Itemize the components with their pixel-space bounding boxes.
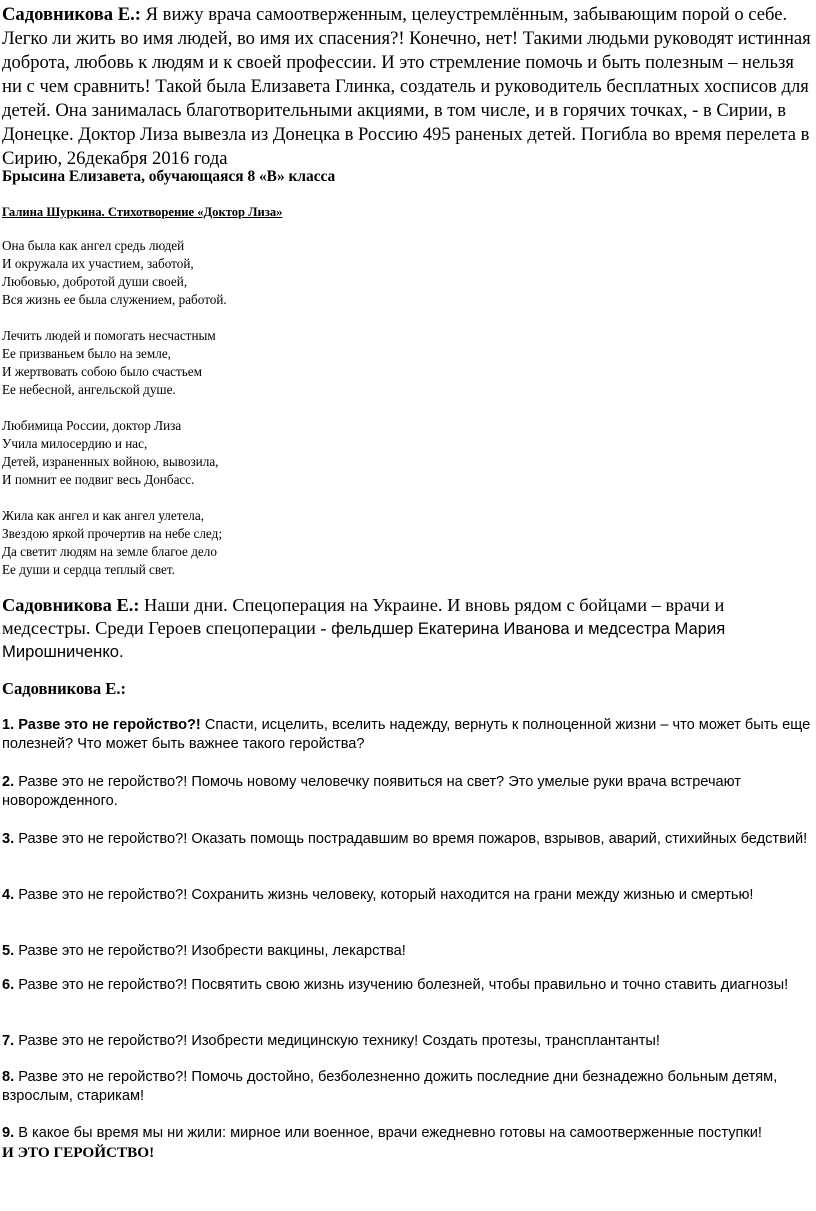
list-item [2,942,816,961]
poem-line: Вся жизнь ее была служением, работой. [2,292,227,307]
item-text: Разве это не геройство?! Изобрести медицинскую технику! Создать протезы, трансплантанты! [14,1033,660,1049]
poem-line: Любовью, добротой души своей, [2,274,188,289]
poem-line: Ее призваньем было на земле, [2,346,171,361]
item-number: 8. [2,1069,15,1085]
list-item [2,830,816,849]
item-text: Разве это не геройство?! Изобрести вакцины, лекарства! [14,943,406,959]
poem-line: И жертвовать собою было счастьем [2,364,203,379]
poem-stanza [2,327,216,399]
section-author: Садовникова Е.: [2,679,127,698]
intro-paragraph [2,3,814,171]
intro-author: Садовникова Е.: [2,4,141,25]
list-item [2,1068,816,1106]
poem-line: И помнит ее подвиг весь Донбасс. [2,472,195,487]
poem-line: Она была как ангел средь людей [2,238,185,253]
modern-author: Садовникова Е.: [2,595,140,615]
item-number: 9. [2,1125,15,1141]
poem-line: Лечить людей и помогать несчастным [2,328,216,343]
final-statement: И ЭТО ГЕРОЙСТВО! [2,1144,155,1161]
list-item [2,1124,816,1162]
list-item [2,976,816,995]
list-item [2,1032,816,1051]
item-number: 7. [2,1033,15,1049]
item-number: 6. [2,977,15,993]
item-lead: Разве это не геройство?! [14,717,201,733]
poem-line: Ее души и сердца теплый свет. [2,562,175,577]
item-text: В какое бы время мы ни жили: мирное или военное, врачи ежедневно готовы на самоотверженные поступки! [14,1125,762,1141]
poem-line: Ее небесной, ангельской душе. [2,382,176,397]
item-number: 3. [2,831,15,847]
item-text: Разве это не геройство?! Оказать помощь пострадавшим во время пожаров, взрывов, аварий, стихийных бедствий! [14,831,808,847]
poem-line: Звездою яркой прочертив на небе след; [2,526,222,541]
poem-stanza [2,237,227,309]
item-text: Разве это не геройство?! Помочь достойно, безболезненно дожить последние дни безнадежно больным детям, взрослым, старикам! [2,1069,778,1104]
item-text: Разве это не геройство?! Посвятить свою жизнь изучению болезней, чтобы правильно и точно ставить диагнозы! [14,977,789,993]
poem-line: Да светит людям на земле благое дело [2,544,217,559]
poem-stanza [2,417,218,489]
item-number: 4. [2,887,15,903]
poem-line: Жила как ангел и как ангел улетела, [2,508,205,523]
poem-line: И окружала их участием, заботой, [2,256,194,271]
poem-stanza [2,507,222,579]
student-signature: Брысина Елизавета, обучающаяся 8 «В» класса [2,168,336,185]
modern-paragraph [2,594,814,663]
modern-heroes-text: фельдшер Екатерина Иванова и медсестра Мария Мирошниченко. [2,619,726,661]
item-number: 1. [2,717,15,733]
list-item [2,716,816,754]
modern-text: Наши дни. Спецоперация на Украине. И вновь рядом с бойцами – врачи и медсестры. Среди Героев спецоперации - [2,595,725,638]
item-text: Разве это не геройство?! Помочь новому человечку появиться на свет? Это умелые руки врача встречают новорожденного. [2,774,741,809]
item-text: Спасти, исцелить, вселить надежду, вернуть к полноценной жизни – что может быть еще полезней? Что может быть важнее такого геройства? [2,717,811,752]
intro-text: Я вижу врача самоотверженным, целеустремлённым, забывающим порой о себе. Легко ли жить во имя людей, во имя их спасения?! Конечно, нет! Такими людьми руководят истинная доброта, любовь к людям и к своей профессии. И это стремление помочь и быть полезным – нельзя ни с чем сравнить! Такой была Елизавета Глинка, создатель и руководитель бесплатных хосписов для детей. Она занималась благотворительными акциями, в том числе, и в горячих точках, - в Сирии, в Донецке. Доктор Лиза вывезла из Донецка в Россию 495 раненых детей. Погибла во время перелета в Сирию, 26декабря 2016 года [2,4,811,169]
item-number: 5. [2,943,15,959]
list-item [2,886,816,905]
poem-line: Учила милосердию и нас, [2,436,148,451]
poem-title: Галина Шуркина. Стихотворение «Доктор Лиза» [2,205,283,219]
poem-line: Детей, израненных войною, вывозила, [2,454,219,469]
poem-line: Любимица России, доктор Лиза [2,418,182,433]
list-item [2,773,816,811]
item-text: Разве это не геройство?! Сохранить жизнь человеку, который находится на грани между жизнью и смертью! [14,887,754,903]
item-number: 2. [2,774,15,790]
